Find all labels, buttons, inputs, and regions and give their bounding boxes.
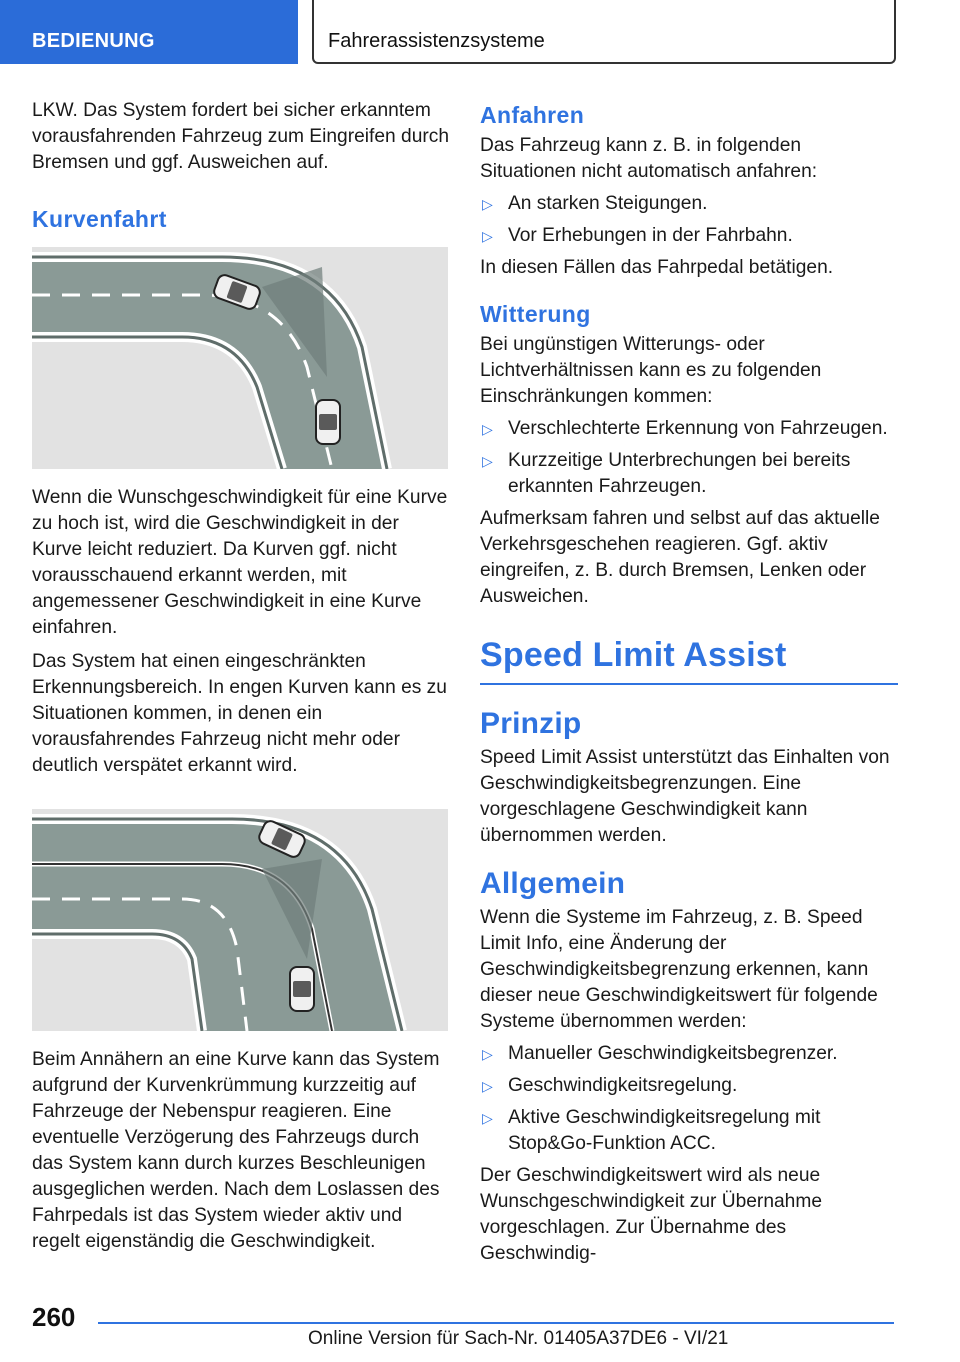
- curve-illustration-1: [32, 247, 448, 469]
- list-item: ▷ Aktive Geschwindigkeitsregelung mit Stop&Go-Funktion ACC.: [482, 1107, 821, 1154]
- left-column: [32, 98, 450, 1263]
- list-item: ▷ An starken Steigungen.: [480, 191, 898, 217]
- paragraph-kurve-zu-hoch: Wenn die Wunschgeschwindigkeit für eine Kurve zu hoch ist, wird die Geschwindigkeit in der Kurve leicht reduziert. Da Kurven ggf. nicht vorausschauend erkannt werden, mit angemessener Geschwindigkeit in eine Kurve einfahren.: [32, 487, 448, 638]
- allgemein-text: Wenn die Systeme im Fahrzeug, z. B. Speed Limit Info, eine Änderung der Geschwindigkeitsbegrenzung erkennen, kann dieser neue Geschwindigkeitswert für folgende Systeme übernommen werden:: [480, 907, 878, 1032]
- page-number: 260: [32, 1302, 76, 1332]
- heading-prinzip: Prinzip: [480, 707, 582, 740]
- witterung-after: Aufmerksam fahren und selbst auf das aktuelle Verkehrsgeschehen reagieren. Ggf. aktiv eingreifen, z. B. durch Bremsen, Lenken oder Ausweichen.: [480, 508, 880, 607]
- curve-illustration-2: [32, 809, 448, 1031]
- header-section-tab: BEDIENUNG: [0, 0, 298, 64]
- heading-kurvenfahrt: Kurvenfahrt: [32, 206, 167, 232]
- footer-version-text: Online Version für Sach-Nr. 01405A37DE6 - VI/21: [308, 1328, 729, 1349]
- paragraph-kurvenkruemmung: Beim Annähern an eine Kurve kann das System aufgrund der Kurvenkrümmung kurzzeitig auf Fahrzeuge der Nebenspur reagieren. Eine eventuelle Verzögerung des Fahrzeugs durch das System kann durch kurzes Beschleunigen ausgeglichen werden. Nach dem Loslassen des Fahrpedals ist das System wieder aktiv und regelt eigenständig die Geschwindigkeit.: [32, 1049, 440, 1252]
- triangle-bullet-icon: ▷: [482, 1110, 493, 1126]
- anfahren-text: Das Fahrzeug kann z. B. in folgenden Situationen nicht automatisch anfahren:: [480, 135, 818, 182]
- heading-anfahren: Anfahren: [480, 102, 585, 128]
- triangle-bullet-icon: ▷: [482, 453, 493, 469]
- list-item: ▷ Geschwindigkeitsregelung.: [480, 1073, 898, 1099]
- allgemein-list: [480, 1041, 898, 1157]
- witterung-text: Bei ungünstigen Witterungs- oder Lichtverhältnissen kann es zu folgenden Einschränkungen kommen:: [480, 334, 822, 407]
- footer-divider: [98, 1322, 894, 1324]
- prinzip-text: Speed Limit Assist unterstützt das Einhalten von Geschwindigkeitsbegrenzungen. Eine vorgeschlagene Geschwindigkeit kann übernommen werden.: [480, 747, 890, 846]
- list-item: ▷ Kurzzeitige Unterbrechungen bei bereits erkannten Fahrzeugen.: [482, 450, 851, 497]
- heading-witterung: Witterung: [480, 301, 591, 327]
- allgemein-after: Der Geschwindigkeitswert wird als neue Wunschgeschwindigkeit zur Übernahme vorgeschlagen. Zur Übernahme des Geschwindig-: [480, 1165, 822, 1264]
- anfahren-list: [480, 191, 898, 249]
- witterung-list: [480, 416, 898, 500]
- paragraph-erkennungsbereich: Das System hat einen eingeschränkten Erkennungsbereich. In engen Kurven kann es zu Situationen kommen, in denen ein vorausfahrendes Fahrzeug nicht mehr oder deutlich verspätet erkannt wird.: [32, 651, 447, 776]
- triangle-bullet-icon: ▷: [482, 1078, 493, 1094]
- triangle-bullet-icon: ▷: [482, 228, 493, 244]
- heading-speed-limit-assist: Speed Limit Assist: [480, 636, 898, 685]
- triangle-bullet-icon: ▷: [482, 421, 493, 437]
- list-item: ▷ Verschlechterte Erkennung von Fahrzeugen.: [480, 416, 898, 442]
- right-column: [480, 98, 898, 1275]
- anfahren-after: In diesen Fällen das Fahrpedal betätigen.: [480, 257, 834, 278]
- triangle-bullet-icon: ▷: [482, 1046, 493, 1062]
- heading-allgemein: Allgemein: [480, 867, 626, 900]
- triangle-bullet-icon: ▷: [482, 196, 493, 212]
- list-item: ▷ Vor Erhebungen in der Fahrbahn.: [480, 223, 898, 249]
- header-chapter-title: Fahrerassistenzsysteme: [312, 0, 896, 64]
- list-item: ▷ Manueller Geschwindigkeitsbegrenzer.: [480, 1041, 898, 1067]
- intro-paragraph: LKW. Das System fordert bei sicher erkanntem vorausfahrenden Fahrzeug zum Eingreifen durch Bremsen und ggf. Ausweichen auf.: [32, 100, 450, 173]
